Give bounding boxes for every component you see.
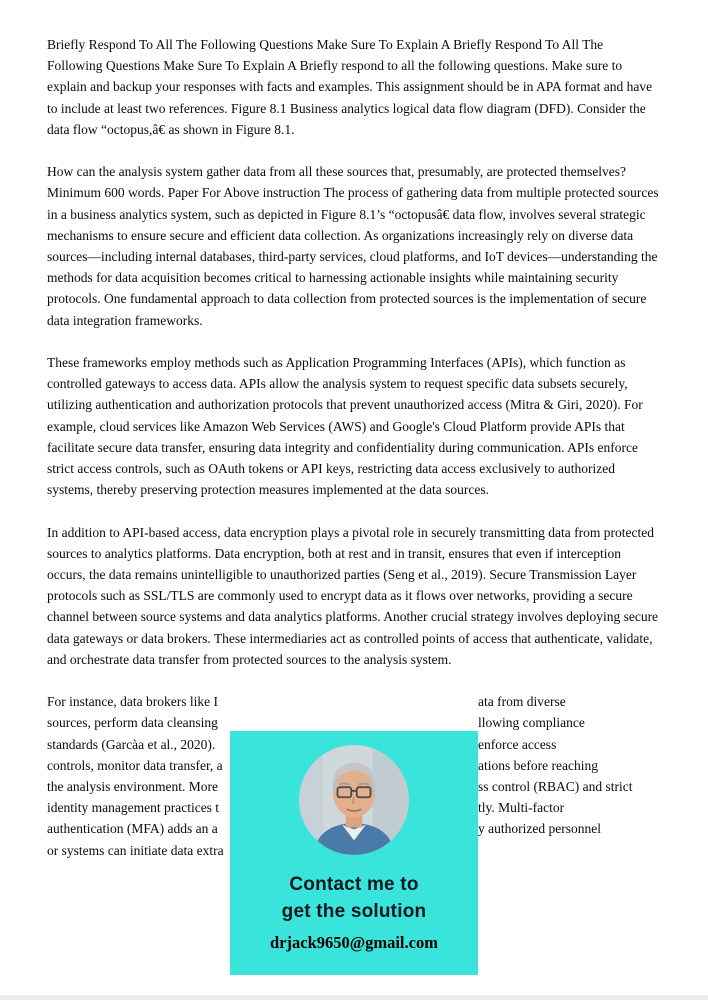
text-fragment-left: identity management practices t: [47, 800, 220, 816]
text-fragment-left: For instance, data brokers like I: [47, 694, 218, 710]
paragraph-1: Briefly Respond To All The Following Questions Make Sure To Explain A Briefly Respond To All The Following Questions Make Sure To Explain A Briefly respond to all the following questions. Make sure to explain and backup your responses with facts and examples. This assignment should be in APA format and have to include at least two references. Figure 8.1 Business analytics logical data flow diagram (DFD). Consider the data flow “octopus,â€ as shown in Figure 8.1.: [47, 37, 653, 137]
paragraph-3: These frameworks employ methods such as Application Programming Interfaces (APIs), which function as controlled gateways to access data. APIs allow the analysis system to request specific data subsets securely, utilizing authentication and authorization protocols that prevent unauthorized access (Mitra & Giri, 2020). For example, cloud services like Amazon Web Services (AWS) and Google's Cloud Platform provide APIs that facilitate secure data transfer, ensuring data integrity and confidentiality during communication. APIs enforce strict access controls, such as OAuth tokens or API keys, restricting data access exclusively to authorized systems, thereby preserving protection measures implemented at the data sources.: [47, 355, 643, 498]
page-bottom-edge: [0, 995, 708, 1000]
text-fragment-right: ations before reaching: [478, 757, 598, 773]
contact-text-line2: get the solution: [281, 901, 427, 922]
text-fragment-right: llowing compliance: [478, 715, 585, 731]
text-fragment-right: y authorized personnel: [478, 821, 601, 837]
text-fragment-left: standards (Garcàa et al., 2020).: [47, 736, 216, 752]
text-fragment-right: enforce access: [478, 736, 557, 752]
text-fragment-right: tly. Multi-factor: [478, 800, 565, 816]
text-fragment-right: ata from diverse: [478, 694, 566, 710]
paragraph-5-line: [47, 691, 661, 712]
avatar: [299, 745, 409, 855]
text-fragment-left: controls, monitor data transfer, a: [47, 757, 223, 773]
contact-text-line1: Contact me to: [289, 874, 419, 895]
contact-email: drjack9650@gmail.com: [270, 933, 438, 952]
text-fragment-left: the analysis environment. More: [47, 778, 218, 794]
contact-overlay-card: [230, 731, 478, 975]
paragraph-2: How can the analysis system gather data from all these sources that, presumably, are protected themselves? Minimum 600 words. Paper For Above instruction The process of gathering data from multiple protected sources in a business analytics system, such as depicted in Figure 8.1’s “octopusâ€ data flow, involves several strategic mechanisms to ensure secure and efficient data collection. As organizations increasingly rely on diverse data sources—including internal databases, third-party services, cloud platforms, and IoT devices—understanding the methods for data acquisition becomes critical to harnessing actionable insights while maintaining security protocols. One fundamental approach to data collection from protected sources is the implementation of secure data integration frameworks.: [47, 164, 659, 328]
text-fragment-left: sources, perform data cleansing: [47, 715, 218, 731]
paragraph-4: In addition to API-based access, data encryption plays a pivotal role in securely transmitting data from protected sources to analytics platforms. Data encryption, both at rest and in transit, ensures that even if interception occurs, the data remains unintelligible to unauthorized parties (Seng et al., 2019). Secure Transmission Layer protocols such as SSL/TLS are commonly used to encrypt data as it flows over networks, providing a secure channel between source systems and data analytics platforms. Another crucial strategy involves deploying secure data gateways or data brokers. These intermediaries act as controlled points of access that authenticate, validate, and orchestrate data transfer from protected sources to the analysis system.: [47, 524, 659, 667]
text-fragment-left: authentication (MFA) adds an a: [47, 821, 218, 837]
text-fragment-right: ss control (RBAC) and strict: [478, 778, 633, 794]
text-fragment-left: or systems can initiate data extra: [47, 842, 224, 858]
